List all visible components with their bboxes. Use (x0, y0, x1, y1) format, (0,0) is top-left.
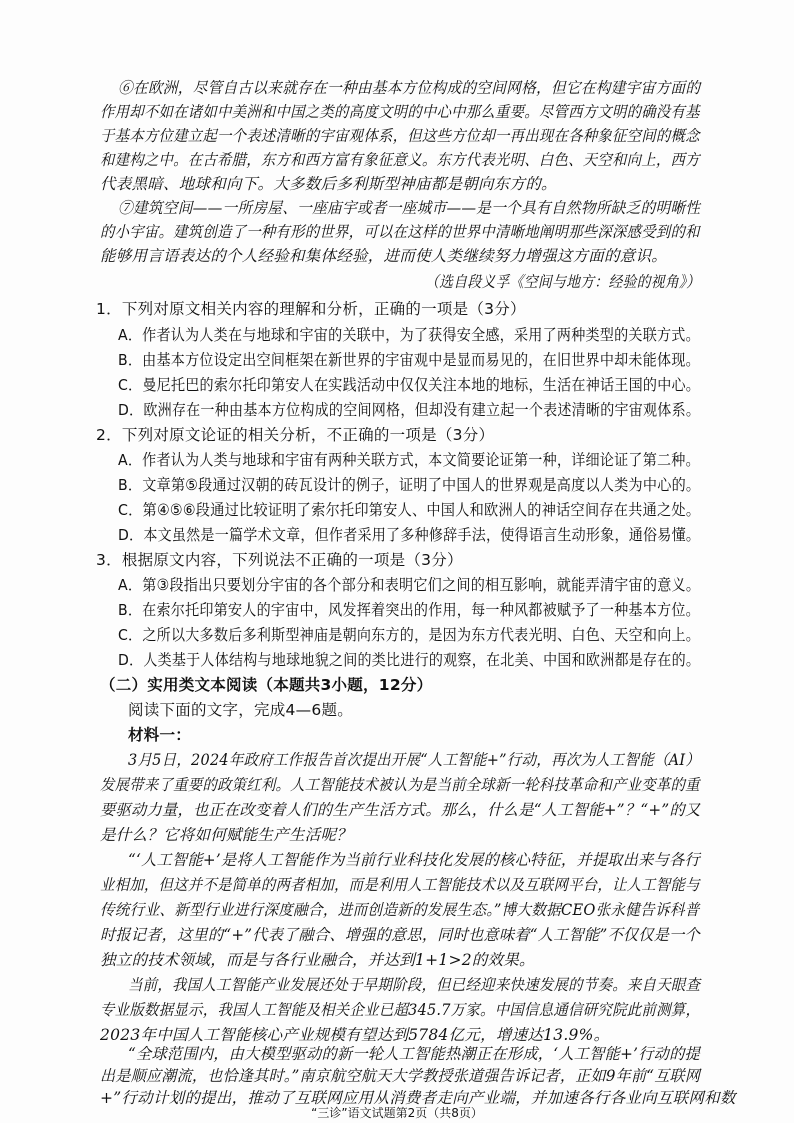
text-line: 是什么？它将如何赋能生产生活呢？ (100, 826, 353, 844)
text-line: 作用却不如在诸如中美洲和中国之类的高度文明的中心中那么重要。尽管西方文明的确没有基 (100, 103, 700, 121)
text-line: 要驱动力量，也正在改变着人们的生产生活方式。那么，什么是“人工智能+”？“+”的又 (100, 801, 701, 819)
section-heading: （二）实用类文本阅读（本题共3小题，12分） (100, 676, 433, 694)
material-label: 材料一： (128, 726, 192, 744)
text-line: 独立的技术领域，而是与各行业融合，并达到1+1>2的效果。 (100, 951, 535, 969)
text-line: 当前，我国人工智能产业发展还处于早期阶段，但已经迎来快速发展的节奏。来自天眼查 (128, 976, 701, 994)
text-line: 出是顺应潮流，也恰逢其时。”南京航空航天大学教授张道强告诉记者，正如9年前“互联网 (100, 1067, 701, 1085)
option-c: C．之所以大多数后多利斯型神庙是朝向东方的，是因为东方代表光明、白色、天空和向上。 (118, 626, 701, 644)
option-b: B．由基本方位设定出空间框架在新世界的宇宙观中是显而易见的，在旧世界中却未能体现。 (118, 351, 700, 369)
text-line: 2023年中国人工智能核心产业规模有望达到5784亿元，增速达13.9%。 (100, 1026, 610, 1044)
text-line: “全球范围内，由大模型驱动的新一轮人工智能热潮正在形成，‘人工智能+’行动的提 (128, 1045, 701, 1063)
option-a: A．作者认为人类在与地球和宇宙的关联中，为了获得安全感，采用了两种类型的关联方式。 (118, 326, 700, 344)
text-line: 能够用言语表达的个人经验和集体经验，进而使人类继续努力增强这方面的意识。 (100, 247, 668, 265)
section-instruction: 阅读下面的文字，完成4—6题。 (128, 701, 353, 719)
text-line: 专业版数据显示，我国人工智能及相关企业已超345.7万家。中国信息通信研究院此前测算， (100, 1001, 701, 1019)
text-line: 于基本方位建立起一个表述清晰的宇宙观体系，但这些方位却一再出现在各种象征空间的概念 (100, 127, 700, 145)
text-line: 3月5日，2024年政府工作报告首次提出开展“人工智能+”行动，再次为人工智能（AI） (128, 751, 701, 769)
option-d: D．欧洲存在一种由基本方位构成的空间网格，但却没有建立起一个表述清晰的宇宙观体系。 (118, 401, 701, 419)
text-line: 代表黑暗、地球和向下。大多数后多利斯型神庙都是朝向东方的。 (100, 175, 557, 193)
text-line: 发展带来了重要的政策红利。人工智能技术被认为是当前全球新一轮科技革命和产业变革的重 (100, 776, 700, 794)
text-line: 业相加，但这并不是简单的两者相加，而是利用人工智能技术以及互联网平台，让人工智能与 (100, 876, 700, 894)
page-footer: “三诊”语文试题第2页（共8页） (311, 1106, 483, 1120)
option-b: B．在索尔托印第安人的宇宙中，风发挥着突出的作用，每一种风都被赋予了一种基本方位。 (118, 601, 700, 619)
option-d: D．人类基于人体结构与地球地貌之间的类比进行的观察，在北美、中国和欧洲都是存在的。 (118, 651, 701, 669)
text-line: +”行动计划的提出，推动了互联网应用从消费者走向产业端，并加速各行各业向互联网和数 (100, 1089, 736, 1107)
text-line: 时报记者，这里的“+”代表了融合、增强的意思，同时也意味着“人工智能”不仅仅是一个 (100, 926, 700, 944)
option-c: C．第④⑤⑥段通过比较证明了索尔托印第安人、中国人和欧洲人的神话空间存在共通之处。 (118, 501, 701, 519)
option-a: A．作者认为人类与地球和宇宙有两种关联方式，本文简要论证第一种，详细论证了第二种。 (118, 451, 700, 469)
option-d: D．本文虽然是一篇学术文章，但作者采用了多种修辞手法，使得语言生动形象，通俗易懂。 (118, 526, 701, 544)
text-line: 的小宇宙。建筑创造了一种有形的世界，可以在这样的世界中清晰地阐明那些深深感受到的和 (100, 223, 700, 241)
text-line: 传统行业、新型行业进行深度融合，进而创造新的发展生态。”博大数据CEO张永健告诉科普 (100, 901, 700, 919)
source-citation: （选自段义孚《空间与地方：经验的视角》） (425, 273, 701, 291)
question-stem: 2．下列对原文论证的相关分析，不正确的一项是（3分） (96, 426, 495, 444)
question-stem: 1．下列对原文相关内容的理解和分析，正确的一项是（3分） (96, 300, 526, 318)
option-c: C．曼尼托巴的索尔托印第安人在实践活动中仅仅关注本地的地标，生活在神话王国的中心。 (118, 376, 701, 394)
text-line: “‘人工智能+’是将人工智能作为当前行业科技化发展的核心特征，并提取出来与各行 (128, 851, 701, 869)
option-b: B．文章第⑤段通过汉朝的砖瓦设计的例子，证明了中国人的世界观是高度以人类为中心的。 (118, 476, 701, 494)
question-stem: 3．根据原文内容，下列说法不正确的一项是（3分） (96, 551, 463, 569)
text-line: ⑦建筑空间——一所房屋、一座庙宇或者一座城市——是一个具有自然物所缺乏的明晰性 (118, 199, 701, 217)
text-line: ⑥在欧洲，尽管自古以来就存在一种由基本方位构成的空间网格，但它在构建宇宙方面的 (118, 79, 701, 97)
text-line: 和建构之中。在古希腊，东方和西方富有象征意义。东方代表光明、白色、天空和向上，西方 (100, 151, 700, 169)
option-a: A．第③段指出只要划分宇宙的各个部分和表明它们之间的相互影响，就能弄清宇宙的意义。 (118, 576, 701, 594)
